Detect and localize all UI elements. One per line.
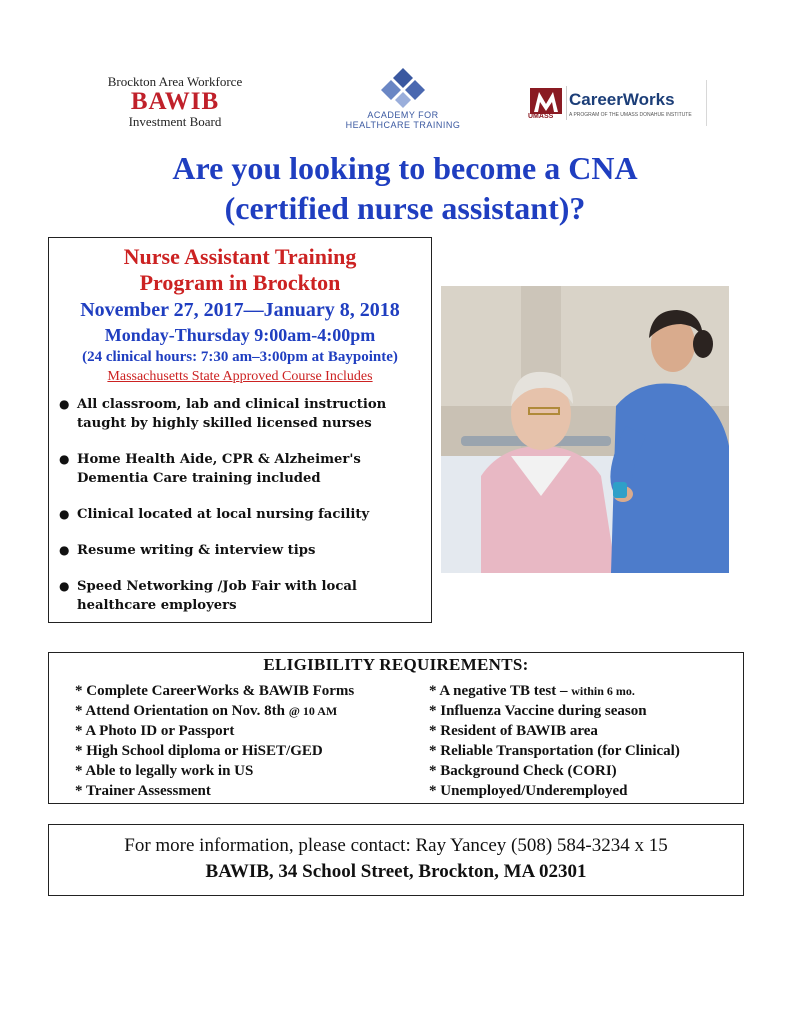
list-item: ● Resume writing & interview tips bbox=[59, 543, 316, 558]
program-title-line1: Nurse Assistant Training bbox=[123, 244, 357, 269]
program-approved-course: Massachusetts State Approved Course Includes bbox=[107, 369, 373, 384]
contact-line1: For more information, please contact: Ray Yancey (508) 584-3234 x 15 bbox=[124, 835, 668, 856]
program-clinical-hours: (24 clinical hours: 7:30 am–3:00pm at Baypointe) bbox=[82, 349, 398, 365]
list-item: * Trainer Assessment bbox=[75, 783, 211, 799]
list-item: * A negative TB test – within 6 mo. bbox=[429, 683, 635, 699]
tb-test-window: within 6 mo. bbox=[571, 684, 635, 698]
list-item: ● Speed Networking /Job Fair with local healthcare employers bbox=[59, 579, 357, 613]
list-item: ● All classroom, lab and clinical instruction taught by highly skilled licensed nurses bbox=[59, 397, 387, 431]
list-item: * Background Check (CORI) bbox=[429, 763, 617, 779]
program-info-box bbox=[48, 237, 432, 623]
program-dates: November 27, 2017—January 8, 2018 bbox=[80, 299, 400, 321]
eligibility-title: ELIGIBILITY REQUIREMENTS: bbox=[263, 655, 529, 674]
bullet-icon: ● bbox=[59, 579, 70, 593]
list-item: ● Clinical located at local nursing facility bbox=[59, 507, 370, 522]
bawib-logo-line2: BAWIB bbox=[130, 88, 220, 115]
contact-box bbox=[48, 824, 744, 896]
list-item: * Resident of BAWIB area bbox=[429, 723, 598, 739]
eligibility-list-right bbox=[429, 681, 680, 801]
headline bbox=[60, 148, 750, 228]
eligibility-box bbox=[48, 652, 744, 804]
bawib-logo bbox=[96, 74, 254, 136]
program-hours: Monday-Thursday 9:00am-4:00pm bbox=[104, 325, 376, 345]
bawib-logo-line1: Brockton Area Workforce bbox=[107, 74, 243, 89]
program-title-line2: Program in Brockton bbox=[139, 270, 341, 295]
careerworks-tagline: A PROGRAM OF THE UMASS DONAHUE INSTITUTE bbox=[569, 112, 692, 118]
bawib-logo-line3: Investment Board bbox=[128, 114, 222, 129]
umass-wordmark: UMASS bbox=[528, 113, 554, 120]
orientation-time: @ 10 AM bbox=[288, 704, 338, 718]
bullet-icon: ● bbox=[59, 507, 70, 521]
bullet-icon: ● bbox=[59, 452, 70, 466]
logo-divider bbox=[566, 86, 567, 120]
bullet-icon: ● bbox=[59, 397, 70, 411]
list-item: * Attend Orientation on Nov. 8th @ 10 AM bbox=[75, 703, 338, 719]
headline-line1: Are you looking to become a CNA bbox=[172, 150, 638, 186]
nurse-with-patient-photo bbox=[441, 286, 729, 573]
careerworks-wordmark: CareerWorks bbox=[569, 90, 675, 109]
academy-logo bbox=[328, 66, 478, 136]
list-item: ● Home Health Aide, CPR & Alzheimer's Dementia Care training included bbox=[59, 452, 361, 486]
contact-address: BAWIB, 34 School Street, Brockton, MA 02301 bbox=[205, 861, 587, 882]
list-item: * Reliable Transportation (for Clinical) bbox=[429, 743, 680, 759]
program-title bbox=[49, 244, 431, 296]
list-item: * Unemployed/Underemployed bbox=[429, 783, 628, 799]
academy-diamond-icon bbox=[373, 66, 433, 110]
list-item: * A Photo ID or Passport bbox=[75, 723, 235, 739]
careerworks-logo bbox=[526, 80, 707, 126]
list-item: * Complete CareerWorks & BAWIB Forms bbox=[75, 683, 355, 699]
list-item: * Influenza Vaccine during season bbox=[429, 703, 647, 719]
eligibility-list-left bbox=[75, 681, 354, 801]
academy-logo-line1: ACADEMY FOR bbox=[367, 110, 439, 120]
bullet-icon: ● bbox=[59, 543, 70, 557]
list-item: * Able to legally work in US bbox=[75, 763, 254, 779]
headline-line2: (certified nurse assistant)? bbox=[224, 190, 586, 226]
list-item: * High School diploma or HiSET/GED bbox=[75, 743, 323, 759]
program-feature-list bbox=[49, 395, 431, 615]
academy-logo-line2: HEALTHCARE TRAINING bbox=[345, 120, 461, 130]
